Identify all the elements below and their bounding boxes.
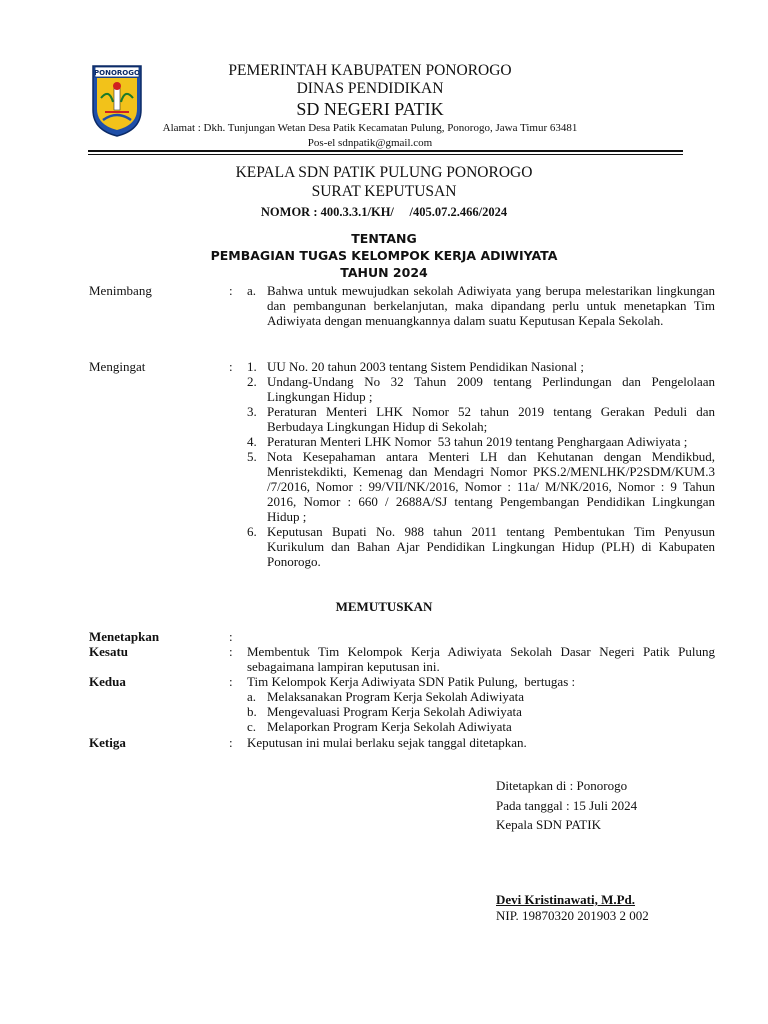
decree-issuer: KEPALA SDN PATIK PULUNG PONOROGO <box>235 164 533 181</box>
mengingat-item-number: 1. <box>247 359 257 374</box>
decree-type: SURAT KEPUTUSAN <box>311 183 457 200</box>
subject-about: TENTANG <box>351 231 417 246</box>
kedua-label: Kedua <box>89 674 126 689</box>
mengingat-item <box>247 404 715 434</box>
mengingat-item-text: Peraturan Menteri LHK Nomor 53 tahun 2019 tentang Penghargaan Adiwiyata ; <box>267 434 688 449</box>
letterhead <box>0 0 768 150</box>
signature-date: Pada tanggal : 15 Juli 2024 <box>496 797 638 813</box>
ketiga-text: Keputusan ini mulai berlaku sejak tanggal ditetapkan. <box>247 735 527 750</box>
menimbang-colon: : <box>229 283 233 298</box>
kedua-task <box>247 689 715 704</box>
kedua-task-marker: a. <box>247 689 257 704</box>
letterhead-government: PEMERINTAH KABUPATEN PONOROGO <box>228 62 512 79</box>
mengingat-item-text: Nota Kesepahaman antara Menteri LH dan Kehutanan dengan Mendikbud, Menristekdikti, Kemenag dan Mendagri Nomor PKS.2/MENLHK/P2SDM/KUM.3 /7/2016, Nomor : 99/VII/NK/2016, Nomor : 11a/ M/NK/2016, Nomor : 9 Tahun 2016, Nomor : 660 / 2688A/SJ tentang Pengembangan Pendidikan Lingkungan Hidup ; <box>267 449 715 524</box>
letterhead-department: DINAS PENDIDIKAN <box>296 80 444 97</box>
mengingat-item-text: Undang-Undang No 32 Tahun 2009 tentang Perlindungan dan Pengelolaan Lingkungan Hidup ; <box>267 374 715 404</box>
kedua-task <box>247 719 715 734</box>
subject-year: TAHUN 2024 <box>340 265 428 280</box>
mengingat-item <box>247 434 715 449</box>
menimbang-text: Bahwa untuk mewujudkan sekolah Adiwiyata yang berupa melestarikan lingkungan dan pembangunan berkelanjutan, maka dipandang perlu untuk menetapkan Tim Adiwiyata dengan menuangkannya dalam suatu Keputusan Kepala Sekolah. <box>267 283 715 328</box>
logo-text: PONOROGO <box>94 69 140 77</box>
mengingat-item-text: Peraturan Menteri LHK Nomor 52 tahun 2019 tentang Gerakan Peduli dan Berbudaya Lingkungan Hidup di Sekolah; <box>267 404 715 434</box>
kedua-task-marker: c. <box>247 719 257 734</box>
signatory-name: Devi Kristinawati, M.Pd. <box>496 892 636 907</box>
signature-place: Ditetapkan di : Ponorogo <box>496 778 628 793</box>
ketiga-label: Ketiga <box>89 735 126 750</box>
mengingat-label: Mengingat <box>89 359 146 374</box>
mengingat-item-text: Keputusan Bupati No. 988 tahun 2011 tentang Pembentukan Tim Penyusun Kurikulum dan Bahan Ajar Pendidikan Lingkungan Hidup (PLH) di Kabupaten Ponorogo. <box>267 524 715 569</box>
mengingat-item <box>247 449 715 524</box>
signature-block <box>496 776 637 835</box>
menimbang-item <box>247 283 715 328</box>
mengingat-item <box>247 359 715 374</box>
menimbang-marker: a. <box>247 283 257 298</box>
memutuskan-heading: MEMUTUSKAN <box>335 599 433 614</box>
menimbang-label: Menimbang <box>89 283 152 298</box>
kedua-task-text: Melaksanakan Program Kerja Sekolah Adiwiyata <box>267 689 525 704</box>
kedua-task-marker: b. <box>247 704 257 719</box>
letterhead-address: Alamat : Dkh. Tunjungan Wetan Desa Patik Kecamatan Pulung, Ponorogo, Jawa Timur 63481 <box>162 122 578 134</box>
menetapkan-label: Menetapkan <box>89 629 160 644</box>
decree-number: NOMOR : 400.3.3.1/KH/ /405.07.2.466/2024 <box>260 205 508 219</box>
kedua-colon: : <box>229 674 233 689</box>
letterhead-school: SD NEGERI PATIK <box>296 99 444 119</box>
decree-heading <box>120 163 648 221</box>
mengingat-item-number: 2. <box>247 374 257 389</box>
signature-position: Kepala SDN PATIK <box>496 817 601 832</box>
kedua-task <box>247 704 715 719</box>
mengingat-item-number: 4. <box>247 434 257 449</box>
mengingat-colon: : <box>229 359 233 374</box>
menetapkan-colon: : <box>229 629 233 644</box>
kedua-text: Tim Kelompok Kerja Adiwiyata SDN Patik Pulung, bertugas : <box>247 674 576 689</box>
signatory-nip: NIP. 19870320 201903 2 002 <box>496 908 649 923</box>
letterhead-text <box>150 62 590 150</box>
mengingat-item-number: 5. <box>247 449 257 464</box>
kesatu-text: Membentuk Tim Kelompok Kerja Adiwiyata Sekolah Dasar Negeri Patik Pulung sebagaimana lampiran keputusan ini. <box>247 644 715 674</box>
ketiga-colon: : <box>229 735 233 750</box>
letterhead-divider <box>88 150 683 155</box>
decree-subject <box>130 230 638 281</box>
kesatu-label: Kesatu <box>89 644 128 659</box>
mengingat-item <box>247 374 715 404</box>
subject-title: PEMBAGIAN TUGAS KELOMPOK KERJA ADIWIYATA <box>210 248 558 263</box>
mengingat-item <box>247 524 715 569</box>
letterhead-email: Pos-el sdnpatik@gmail.com <box>307 137 433 149</box>
kedua-task-text: Melaporkan Program Kerja Sekolah Adiwiyata <box>267 719 512 734</box>
mengingat-item-number: 6. <box>247 524 257 539</box>
mengingat-item-number: 3. <box>247 404 257 419</box>
kesatu-colon: : <box>229 644 233 659</box>
mengingat-item-text: UU No. 20 tahun 2003 tentang Sistem Pendidikan Nasional ; <box>267 359 585 374</box>
kedua-task-text: Mengevaluasi Program Kerja Sekolah Adiwiyata <box>267 704 522 719</box>
ponorogo-regency-emblem-icon <box>89 62 145 138</box>
